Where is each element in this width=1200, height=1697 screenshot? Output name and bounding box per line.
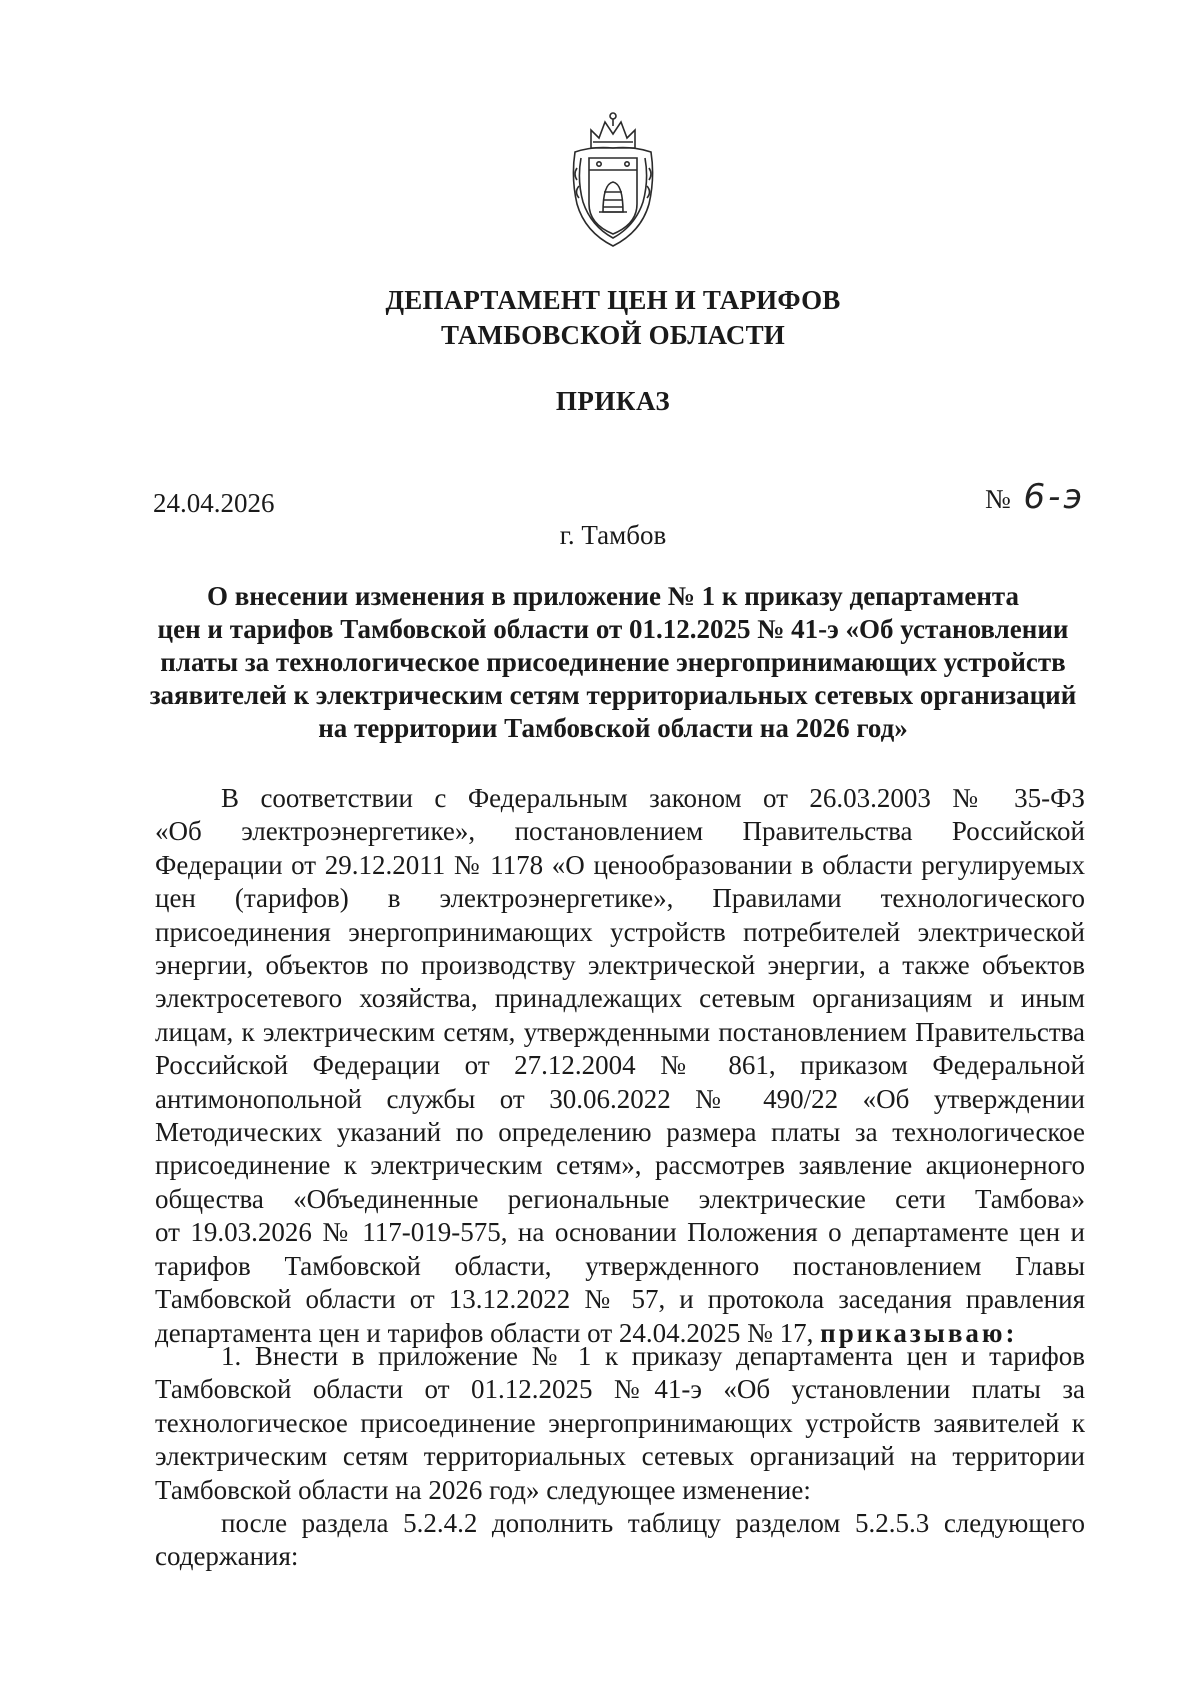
paragraph-line: Федерации от 29.12.2011 № 1178 «О ценообразовании в области регулируемых: [155, 849, 1085, 880]
number-sign: №: [985, 484, 1011, 514]
subject-line: О внесении изменения в приложение № 1 к приказу департамента: [206, 581, 1020, 611]
city-line: г. Тамбов: [559, 520, 667, 550]
order-subject: [140, 580, 1086, 745]
paragraph-line: Российской Федерации от 27.12.2004 № 861, приказом Федеральной: [155, 1050, 1085, 1081]
paragraph-line: общества «Объединенные региональные электрические сети Тамбова»: [155, 1183, 1085, 1214]
paragraph-line: содержания:: [155, 1541, 299, 1572]
paragraph-line: Тамбовской области от 13.12.2022 № 57, и протокола заседания правления: [155, 1284, 1085, 1315]
paragraph-line: электросетевого хозяйства, принадлежащих сетевым организациям и иным: [155, 983, 1085, 1014]
paragraph-line: энергии, объектов по производству электрической энергии, а также объектов: [155, 950, 1085, 981]
paragraph-line: антимонопольной службы от 30.06.2022 № 490/22 «Об утверждении: [155, 1083, 1085, 1114]
paragraph-line: после раздела 5.2.4.2 дополнить таблицу разделом 5.2.5.3 следующего: [221, 1508, 1085, 1538]
order-number: [985, 477, 1085, 517]
paragraph-line: 1. Внести в приложение № 1 к приказу департамента цен и тарифов: [221, 1341, 1085, 1371]
paragraph-line: «Об электроэнергетике», постановлением Правительства Российской: [155, 816, 1085, 847]
final-line-text: департамента цен и тарифов области от 24.04.2025 № 17,: [155, 1317, 814, 1348]
subject-line: заявителей к электрическим сетям территориальных сетевых организаций: [149, 680, 1077, 710]
paragraph-line: технологическое присоединение энергопринимающих устройств заявителей к: [155, 1407, 1085, 1438]
paragraph-line: Тамбовской области на 2026 год» следующее изменение:: [155, 1474, 811, 1505]
subject-line: на территории Тамбовской области на 2026 год»: [318, 713, 908, 743]
department-name-line-1: ДЕПАРТАМЕНТ ЦЕН И ТАРИФОВ: [385, 285, 841, 315]
paragraph-line: В соответствии с Федеральным законом от 26.03.2003 № 35-ФЗ: [221, 783, 1085, 813]
paragraph-line: Методических указаний по определению размера платы за технологическое: [155, 1117, 1085, 1148]
department-name-line-2: ТАМБОВСКОЙ ОБЛАСТИ: [440, 320, 786, 350]
item-1-paragraph: [155, 1340, 1085, 1507]
document-type-heading: ПРИКАЗ: [555, 386, 671, 416]
subject-line: платы за технологическое присоединение энергопринимающих устройств: [160, 647, 1066, 677]
paragraph-line: электрическим сетям территориальных сетевых организаций на территории: [155, 1441, 1085, 1472]
paragraph-line: от 19.03.2026 № 117-019-575, на основании Положения о департаменте цен и: [155, 1217, 1085, 1248]
paragraph-line: цен (тарифов) в электроэнергетике», Правилами технологического: [155, 883, 1085, 914]
item-1-detail-paragraph: [155, 1507, 1085, 1574]
preamble-paragraph: [155, 782, 1085, 1350]
handwritten-number: 6-э: [1023, 477, 1086, 517]
order-directive: приказываю:: [820, 1317, 1018, 1348]
paragraph-line: Тамбовской области от 01.12.2025 №41-э «Об установлении платы за: [155, 1374, 1085, 1405]
paragraph-line: присоединения энергопринимающих устройств потребителей электрической: [155, 916, 1085, 947]
paragraph-line: лицам, к электрическим сетям, утвержденными постановлением Правительства: [155, 1016, 1085, 1047]
coat-of-arms-icon: [563, 108, 663, 250]
subject-line: цен и тарифов Тамбовской области от 01.12.2025 № 41-э «Об установлении: [157, 614, 1069, 644]
paragraph-line: тарифов Тамбовской области, утвержденного постановлением Главы: [155, 1250, 1085, 1281]
paragraph-line: присоединение к электрическим сетям», рассмотрев заявление акционерного: [155, 1150, 1085, 1181]
order-date: 24.04.2026: [153, 488, 275, 518]
